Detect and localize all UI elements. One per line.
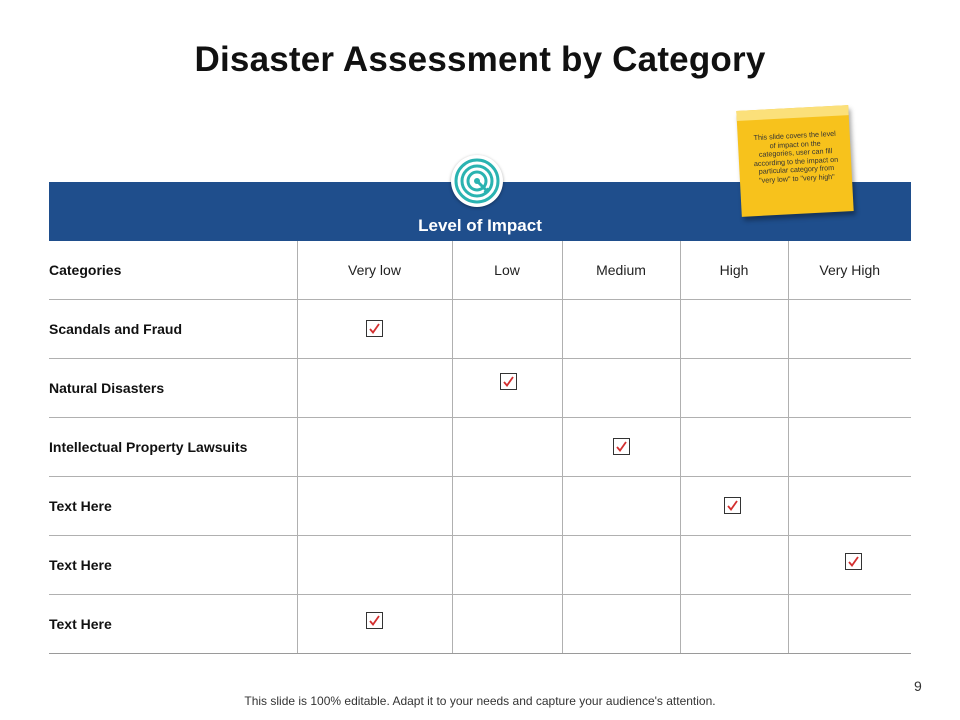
level-header-very-high: Very High <box>788 241 911 300</box>
impact-cell[interactable] <box>680 418 788 477</box>
sticky-note-text: This slide covers the level of impact on the categories, user can fill according to the impact on particular category from "very low" to "very high" <box>753 128 839 185</box>
impact-cell[interactable] <box>788 536 911 595</box>
impact-cell[interactable] <box>297 595 452 654</box>
level-header-high: High <box>680 241 788 300</box>
impact-cell[interactable] <box>297 418 452 477</box>
target-icon <box>451 155 503 207</box>
category-label: Text Here <box>49 536 297 595</box>
slide-title: Disaster Assessment by Category <box>194 40 766 79</box>
impact-cell[interactable] <box>452 595 562 654</box>
impact-cell[interactable] <box>680 595 788 654</box>
checkbox-checked-icon[interactable] <box>366 612 383 629</box>
impact-cell[interactable] <box>452 418 562 477</box>
impact-cell[interactable] <box>788 477 911 536</box>
impact-cell[interactable] <box>680 359 788 418</box>
impact-cell[interactable] <box>680 477 788 536</box>
checkbox-checked-icon[interactable] <box>500 373 517 390</box>
footer-text: This slide is 100% editable. Adapt it to your needs and capture your audience's attention. <box>244 694 716 708</box>
impact-cell[interactable] <box>562 300 680 359</box>
impact-cell[interactable] <box>788 595 911 654</box>
impact-cell[interactable] <box>297 359 452 418</box>
impact-cell[interactable] <box>297 477 452 536</box>
impact-cell[interactable] <box>297 536 452 595</box>
level-header-low: Low <box>452 241 562 300</box>
table-row <box>49 359 911 418</box>
checkbox-checked-icon[interactable] <box>724 497 741 514</box>
impact-cell[interactable] <box>680 300 788 359</box>
checkbox-checked-icon[interactable] <box>845 553 862 570</box>
table-row <box>49 536 911 595</box>
category-label: Text Here <box>49 477 297 536</box>
category-label: Natural Disasters <box>49 359 297 418</box>
impact-cell[interactable] <box>452 536 562 595</box>
impact-cell[interactable] <box>680 536 788 595</box>
impact-cell[interactable] <box>562 595 680 654</box>
impact-cell[interactable] <box>452 300 562 359</box>
impact-table <box>49 241 911 654</box>
table-row <box>49 595 911 654</box>
category-label: Text Here <box>49 595 297 654</box>
impact-cell[interactable] <box>452 359 562 418</box>
category-label: Scandals and Fraud <box>49 300 297 359</box>
table-header-row <box>49 241 911 300</box>
impact-cell[interactable] <box>297 300 452 359</box>
impact-cell[interactable] <box>562 418 680 477</box>
impact-cell[interactable] <box>788 418 911 477</box>
categories-header: Categories <box>49 241 297 300</box>
impact-cell[interactable] <box>788 300 911 359</box>
impact-cell[interactable] <box>562 477 680 536</box>
page-number: 9 <box>914 678 922 694</box>
impact-cell[interactable] <box>562 359 680 418</box>
level-of-impact-label: Level of Impact <box>418 216 542 235</box>
checkbox-checked-icon[interactable] <box>613 438 630 455</box>
category-label: Intellectual Property Lawsuits <box>49 418 297 477</box>
checkbox-checked-icon[interactable] <box>366 320 383 337</box>
level-header-medium: Medium <box>562 241 680 300</box>
table-row <box>49 477 911 536</box>
impact-cell[interactable] <box>562 536 680 595</box>
impact-cell[interactable] <box>788 359 911 418</box>
table-row <box>49 418 911 477</box>
level-header-very-low: Very low <box>297 241 452 300</box>
table-row <box>49 300 911 359</box>
impact-cell[interactable] <box>452 477 562 536</box>
sticky-note <box>736 105 853 217</box>
